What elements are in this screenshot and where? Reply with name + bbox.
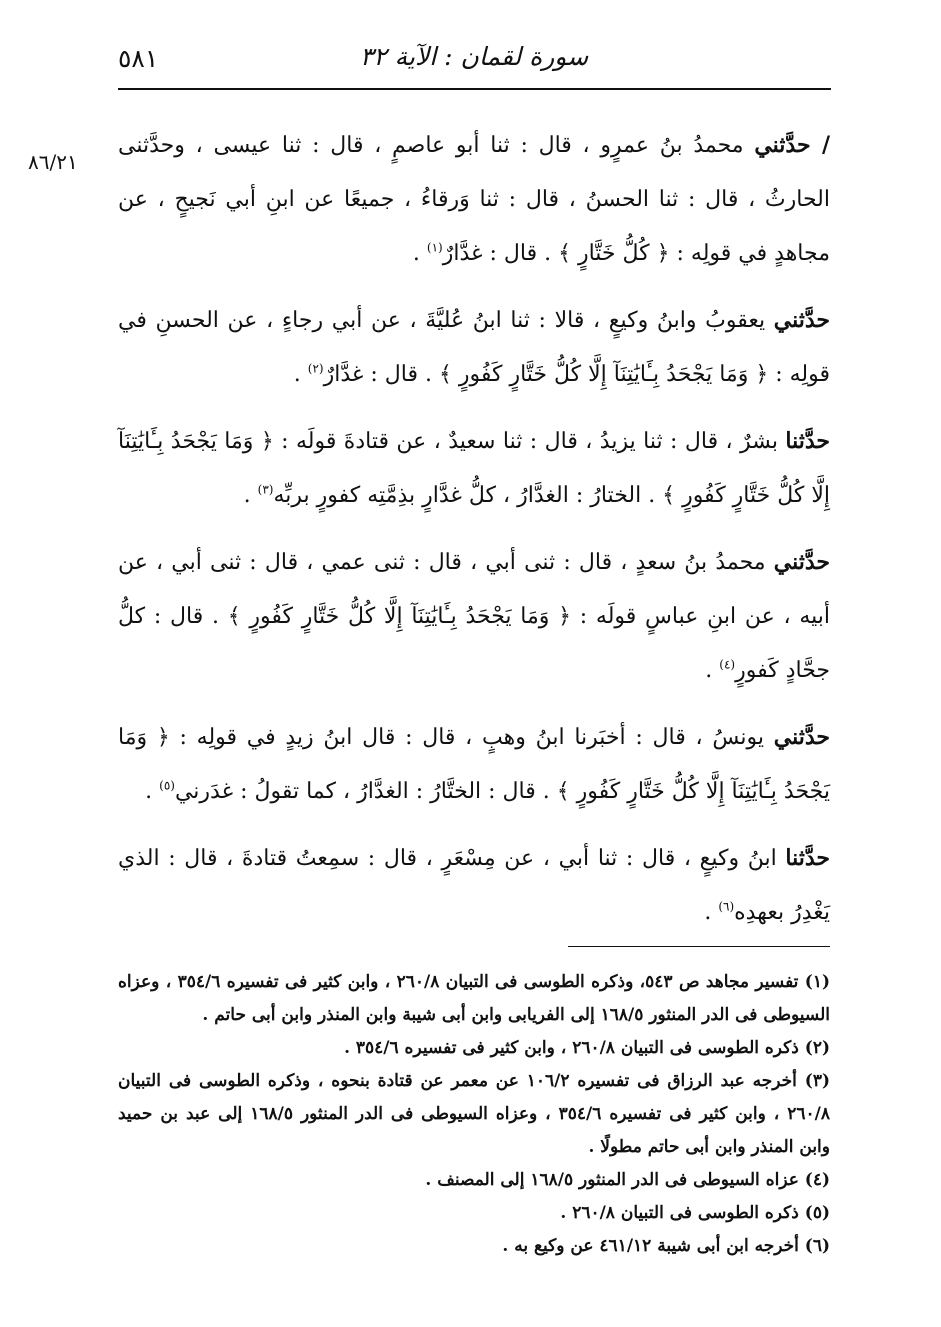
- footnote-marker: (٥): [159, 778, 175, 793]
- paragraph-text: ابنُ وكيعٍ ، قال : ثنا أبي ، عن مِسْعَرٍ ، قال : سمِعتُ قتادةَ ، قال : الذي يَغْدِرُ بعهدِه: [118, 846, 830, 925]
- footnote-6: (٦) أخرجه ابن أبى شيبة ٤٦١/١٢ عن وكيع به .: [502, 1236, 830, 1256]
- paragraph-1: [118, 118, 830, 281]
- footnote-5: (٥) ذكره الطوسى فى التبيان ٢٦٠/٨ .: [560, 1203, 830, 1223]
- footnote-1: (١) تفسير مجاهد ص ٥٤٣، وذكره الطوسى فى التبيان ٢٦٠/٨ ، وابن كثير فى تفسيره ٣٥٤/٦ ، وعزاه السيوطى فى الدر المنثور ١٦٨/٥ إلى الفريابى وابن أبى شيبة وابن المنذر وابن أبى حاتم .: [118, 972, 831, 1025]
- footnote-marker: (٤): [719, 657, 736, 672]
- paragraph-4: [118, 535, 830, 698]
- footnote-marker: (١): [426, 240, 443, 255]
- running-title: سورة لقمان : الآية ٣٢: [359, 42, 589, 71]
- paragraph-3: [118, 414, 830, 523]
- margin-reference: ٨٦/٢١: [28, 150, 78, 174]
- footnote-marker: (٢): [307, 361, 324, 376]
- paragraph-text: يونسُ ، قال : أخبَرنا ابنُ وهبٍ ، قال : قال ابنُ زيدٍ في قولِه : ﴿ وَمَا يَجْحَدُ بِـَٔايَٰتِنَآ إِلَّا كُلُّ خَتَّارٍ كَفُورٍ ﴾ . قال : الختَّارُ : الغدَّارُ ، كما تقولُ : غدَرني: [118, 725, 830, 804]
- paragraph-lead: حدَّثني: [773, 307, 830, 333]
- paragraph-end: .: [243, 483, 258, 508]
- footnote-3: (٣) أخرجه عبد الرزاق فى تفسيره ١٠٦/٢ عن معمر عن قتادة بنحوه ، وذكره الطوسى فى التبيان ٢٦٠/٨ ، وابن كثير فى تفسيره ٣٥٤/٦ ، وعزاه السيوطى فى الدر المنثور ١٦٨/٥ إلى عبد بن حميد وابن المنذر وابن أبى حاتم مطولًا .: [118, 1071, 830, 1157]
- footnotes: [118, 966, 830, 1263]
- paragraph-text: محمدُ بنُ عمرٍو ، قال : ثنا أبو عاصمٍ ، قال : ثنا عيسى ، وحدَّثنى الحارثُ ، قال : ثنا الحسنُ ، قال : ثنا وَرقاءُ ، جميعًا عن ابنِ أبي نَجيحٍ ، عن مجاهدٍ في قولِه : ﴿ كُلُّ خَتَّارٍ ﴾ . قال : غدَّارٌ: [118, 133, 830, 266]
- paragraph-text: محمدُ بنُ سعدٍ ، قال : ثنى أبي ، قال : ثنى عمي ، قال : ثنى أبي ، عن أبيه ، عن ابنِ عباسٍ قولَه : ﴿ وَمَا يَجْحَدُ بِـَٔايَٰتِنَآ إِلَّا كُلُّ خَتَّارٍ كَفُورٍ ﴾ . قال : كلُّ جحَّادٍ كَفورٍ: [118, 550, 830, 683]
- paragraph-2: [118, 293, 830, 402]
- footnote-separator: [568, 946, 830, 947]
- paragraph-end: .: [705, 658, 720, 683]
- paragraph-5: [118, 710, 830, 819]
- paragraph-lead: حدَّثني: [773, 549, 830, 575]
- paragraph-end: .: [145, 779, 160, 804]
- paragraph-lead: / حدَّثني: [754, 132, 830, 158]
- paragraph-lead: حدَّثنا: [785, 845, 830, 871]
- paragraph-end: .: [704, 900, 719, 925]
- paragraph-text: بشرٌ ، قال : ثنا يزيدُ ، قال : ثنا سعيدٌ ، عن قتادةَ قولَه : ﴿ وَمَا يَجْحَدُ بِـَٔايَٰتِنَآ إِلَّا كُلُّ خَتَّارٍ كَفُورٍ ﴾ . الختارُ : الغدَّارُ ، كلُّ غدَّارٍ بذِمَّتِه كفورٍ بربِّه: [118, 429, 830, 508]
- header-rule: [118, 88, 831, 90]
- page-header: [118, 38, 830, 84]
- paragraph-end: .: [412, 241, 427, 266]
- paragraph-end: .: [293, 362, 308, 387]
- main-text: [118, 118, 830, 952]
- footnote-4: (٤) عزاه السيوطى فى الدر المنثور ١٦٨/٥ إلى المصنف .: [425, 1170, 830, 1190]
- footnote-marker: (٣): [257, 482, 274, 497]
- page-number: ٥٨١: [118, 44, 159, 73]
- paragraph-text: يعقوبُ وابنُ وكيعٍ ، قالا : ثنا ابنُ عُليَّةَ ، عن أبي رجاءٍ ، عن الحسنِ في قولِه : ﴿ وَمَا يَجْحَدُ بِـَٔايَٰتِنَآ إِلَّا كُلُّ خَتَّارٍ كَفُورٍ ﴾ . قال : غدَّارٌ: [118, 308, 830, 387]
- paragraph-lead: حدَّثنا: [785, 428, 830, 454]
- paragraph-lead: حدَّثني: [773, 724, 830, 750]
- paragraph-6: [118, 831, 830, 940]
- footnote-marker: (٦): [718, 899, 735, 914]
- footnote-2: (٢) ذكره الطوسى فى التبيان ٢٦٠/٨ ، وابن كثير فى تفسيره ٣٥٤/٦ .: [344, 1038, 830, 1058]
